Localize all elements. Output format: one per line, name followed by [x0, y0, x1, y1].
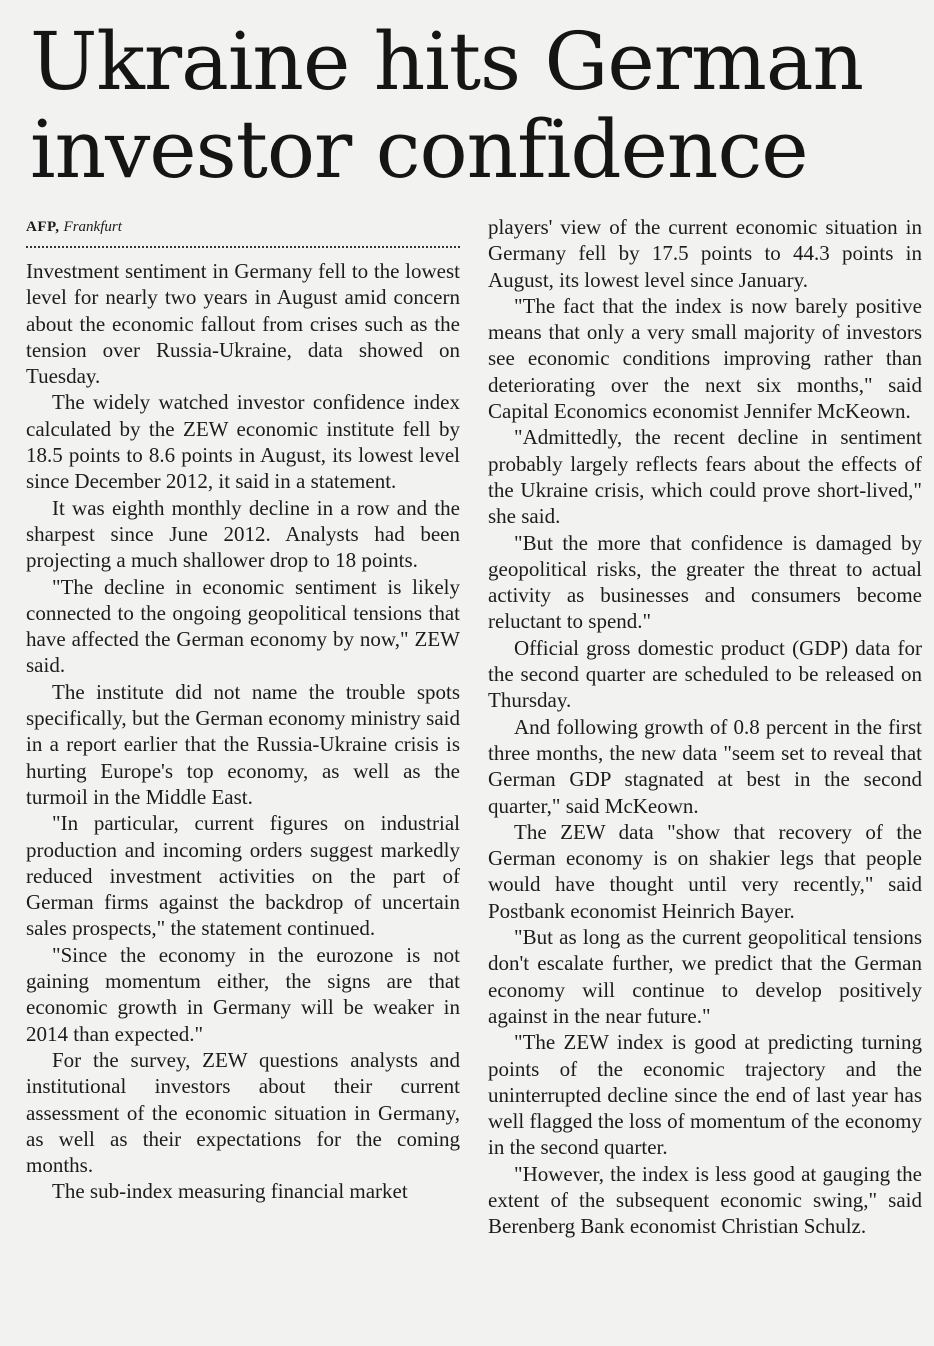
paragraph: "But as long as the current geopolitical tensions don't escalate further, we predict that the German economy will continue to develop positively against in the near future.": [488, 925, 922, 1028]
dotted-divider: [26, 246, 460, 248]
headline-line-1: Ukraine hits German: [30, 15, 864, 108]
headline-line-2: investor confidence: [30, 103, 808, 196]
left-column: [26, 214, 460, 1240]
paragraph: The widely watched investor confidence index calculated by the ZEW economic institute fell by 18.5 points to 8.6 points in August, its lowest level since December 2012, it said in a statement.: [26, 390, 460, 494]
paragraph: And following growth of 0.8 percent in the first three months, the new data "seem set to reveal that German GDP stagnated at best in the second quarter," said McKeown.: [488, 714, 922, 818]
paragraph-continuation: players' view of the current economic situation in Germany fell by 17.5 points to 44.3 points in August, its lowest level since January.: [488, 215, 922, 292]
paragraph: Official gross domestic product (GDP) data for the second quarter are scheduled to be released on Thursday.: [488, 635, 922, 713]
paragraph: The sub-index measuring financial market: [52, 1179, 408, 1204]
paragraph: "But the more that confidence is damaged by geopolitical risks, the greater the threat to actual activity as businesses and consumers become reluctant to spend.": [488, 530, 922, 634]
paragraph: "The fact that the index is now barely positive means that only a very small majority of investors see economic conditions improving rather than deteriorating over the next six months," said Capital Economics economist Jennifer McKeown.: [488, 293, 922, 424]
article-body: [26, 214, 922, 1240]
paragraph: "However, the index is less good at gauging the extent of the subsequent economic swing," said Berenberg Bank economist Christian Schulz.: [488, 1161, 922, 1239]
byline-agency: AFP,: [26, 219, 60, 235]
paragraph: The ZEW data "show that recovery of the German economy is on shakier legs that people would have thought until very recently," said Postbank economist Heinrich Bayer.: [488, 819, 922, 923]
paragraph: "Since the economy in the eurozone is not gaining momentum either, the signs are that economic growth in Germany will be weaker in 2014 than expected.": [26, 942, 460, 1046]
paragraph: For the survey, ZEW questions analysts and institutional investors about their current assessment of the economic situation in Germany, as well as their expectations for the coming months.: [26, 1047, 460, 1178]
paragraph: Investment sentiment in Germany fell to the lowest level for nearly two years in August amid concern about the economic fallout from crises such as the tension over Russia-Ukraine, data showed on Tuesday.: [26, 259, 460, 389]
paragraph: "The decline in economic sentiment is likely connected to the ongoing geopolitical tensions that have affected the German economy by now," ZEW said.: [26, 574, 460, 678]
paragraph: "Admittedly, the recent decline in sentiment probably largely reflects fears about the effects of the Ukraine crisis, which could prove short-lived," she said.: [488, 425, 922, 529]
paragraph: "In particular, current figures on industrial production and incoming orders suggest markedly reduced investment activities on the part of German firms against the backdrop of uncertain sales prospects," the statement continued.: [26, 811, 460, 941]
headline: [30, 15, 922, 196]
paragraph: It was eighth monthly decline in a row and the sharpest since June 2012. Analysts had been projecting a much shallower drop to 18 points.: [26, 495, 460, 573]
byline-place: Frankfurt: [63, 219, 122, 235]
paragraph: "The ZEW index is good at predicting turning points of the economic trajectory and the uninterrupted decline since the end of last year has well flagged the loss of momentum of the economy in the second quarter.: [488, 1030, 922, 1160]
right-column: [488, 214, 922, 1240]
byline: [26, 214, 460, 240]
paragraph: The institute did not name the trouble spots specifically, but the German economy ministry said in a report earlier that the Russia-Ukraine crisis is hurting Europe's top economy, as well as the turmoil in the Middle East.: [26, 679, 460, 809]
